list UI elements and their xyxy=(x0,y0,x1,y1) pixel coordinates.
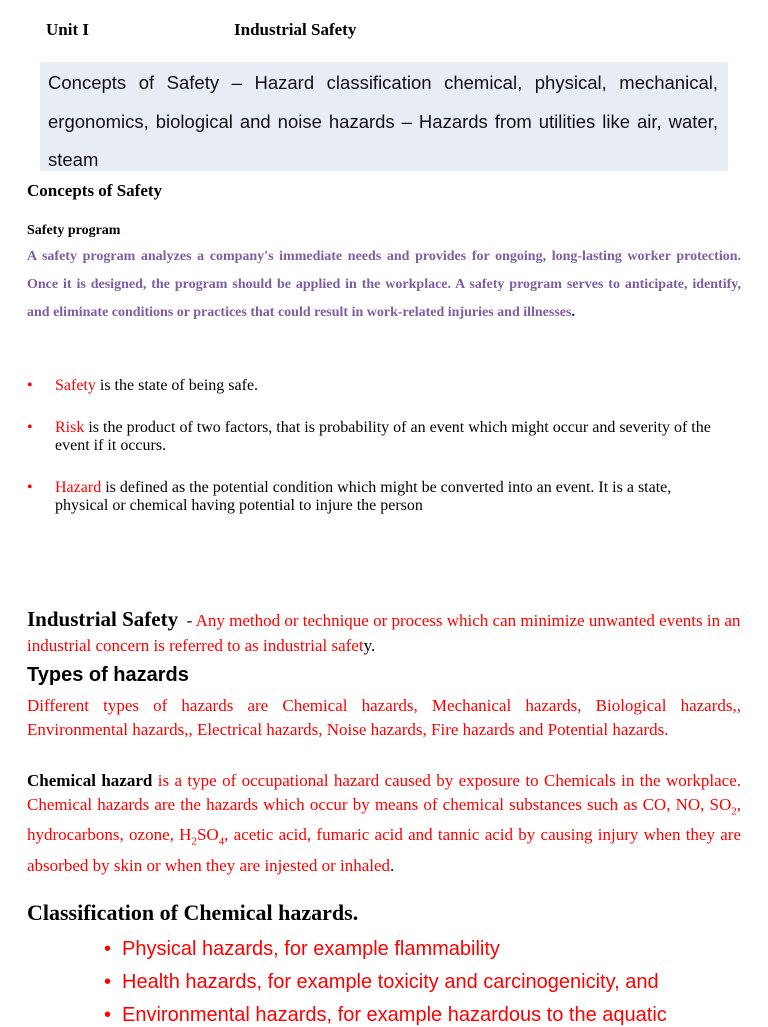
chemical-hazard-text: SO xyxy=(196,825,219,845)
bullet-icon: • xyxy=(104,938,112,960)
chemical-hazard-heading: Chemical hazard xyxy=(27,771,153,790)
definition-term: Risk xyxy=(55,419,85,436)
industrial-safety-dash: - xyxy=(178,611,196,630)
chemical-hazard-period: . xyxy=(390,855,395,875)
safety-program-period: . xyxy=(571,305,575,320)
bullet-icon: • xyxy=(27,479,33,496)
chemical-hazard-text: , acetic acid, fumaric acid and tannic acid by causing injury when they are absorbed by skin or when they are injested or inhaled xyxy=(27,825,741,875)
unit-label: Unit I xyxy=(46,20,89,39)
industrial-safety-text: Any method or technique or process which can minimize unwanted events in an industrial concern is referred to as industrial safet xyxy=(27,611,741,655)
classification-item-text: Environmental hazards, for example hazardous to the aquatic xyxy=(122,1004,667,1026)
subscript: 4 xyxy=(218,835,225,848)
definition-term: Hazard xyxy=(55,479,102,496)
safety-program-heading: Safety program xyxy=(27,223,121,238)
types-of-hazards-text: Different types of hazards are Chemical hazards, Mechanical hazards, Biological hazards,, Environmental hazards,, Electrical hazards, Noise hazards, Fire hazards and Potential hazards. xyxy=(27,696,741,739)
safety-program-paragraph xyxy=(27,243,741,327)
types-of-hazards-heading: Types of hazards xyxy=(27,664,189,686)
definition-term: Safety xyxy=(55,377,96,394)
syllabus-text: Concepts of Safety – Hazard classification chemical, physical, mechanical, ergonomics, biological and noise hazards – Hazards from utilities like air, water, steam xyxy=(48,72,718,170)
classification-heading: Classification of Chemical hazards. xyxy=(27,900,359,925)
industrial-safety-text-end: y. xyxy=(363,636,376,655)
bullet-icon: • xyxy=(27,377,33,394)
definition-text: is the product of two factors, that is probability of an event which might occur and severity of the event if it occurs. xyxy=(55,419,711,454)
chemical-hazard-text: is a type of occupational hazard caused by exposure to Chemicals in the workplace. Chemical hazards are the hazards which occur by means of chemical substances such as CO, NO, SO xyxy=(27,771,741,814)
bullet-icon: • xyxy=(104,1004,112,1026)
subscript: 2 xyxy=(191,835,197,848)
definition-text: is defined as the potential condition which might be converted into an event. It is a state, physical or chemical having potential to injure the person xyxy=(55,479,672,514)
syllabus-box xyxy=(40,62,728,171)
subscript: 2 xyxy=(731,805,737,818)
bullet-icon: • xyxy=(104,971,112,993)
definition-text: is the state of being safe. xyxy=(95,377,259,394)
classification-item-text: Physical hazards, for example flammability xyxy=(122,938,500,960)
bullet-icon: • xyxy=(27,419,33,436)
safety-program-text: A safety program analyzes a company's immediate needs and provides for ongoing, long-lasting worker protection. Once it is designed, the program should be applied in the workplace. A safety program serves to anticipate, identify, and eliminate conditions or practices that could result in work-related injuries and illnesses xyxy=(27,249,741,320)
chemical-hazard-text: , hydrocarbons, ozone, H xyxy=(27,795,741,845)
page-title: Industrial Safety xyxy=(234,20,357,39)
concepts-heading: Concepts of Safety xyxy=(27,181,163,200)
unit-header xyxy=(46,20,446,40)
industrial-safety-paragraph xyxy=(27,607,741,658)
classification-item-text: Health hazards, for example toxicity and carcinogenicity, and xyxy=(122,971,659,993)
industrial-safety-heading: Industrial Safety xyxy=(27,607,179,631)
chemical-hazard-paragraph xyxy=(27,769,741,878)
